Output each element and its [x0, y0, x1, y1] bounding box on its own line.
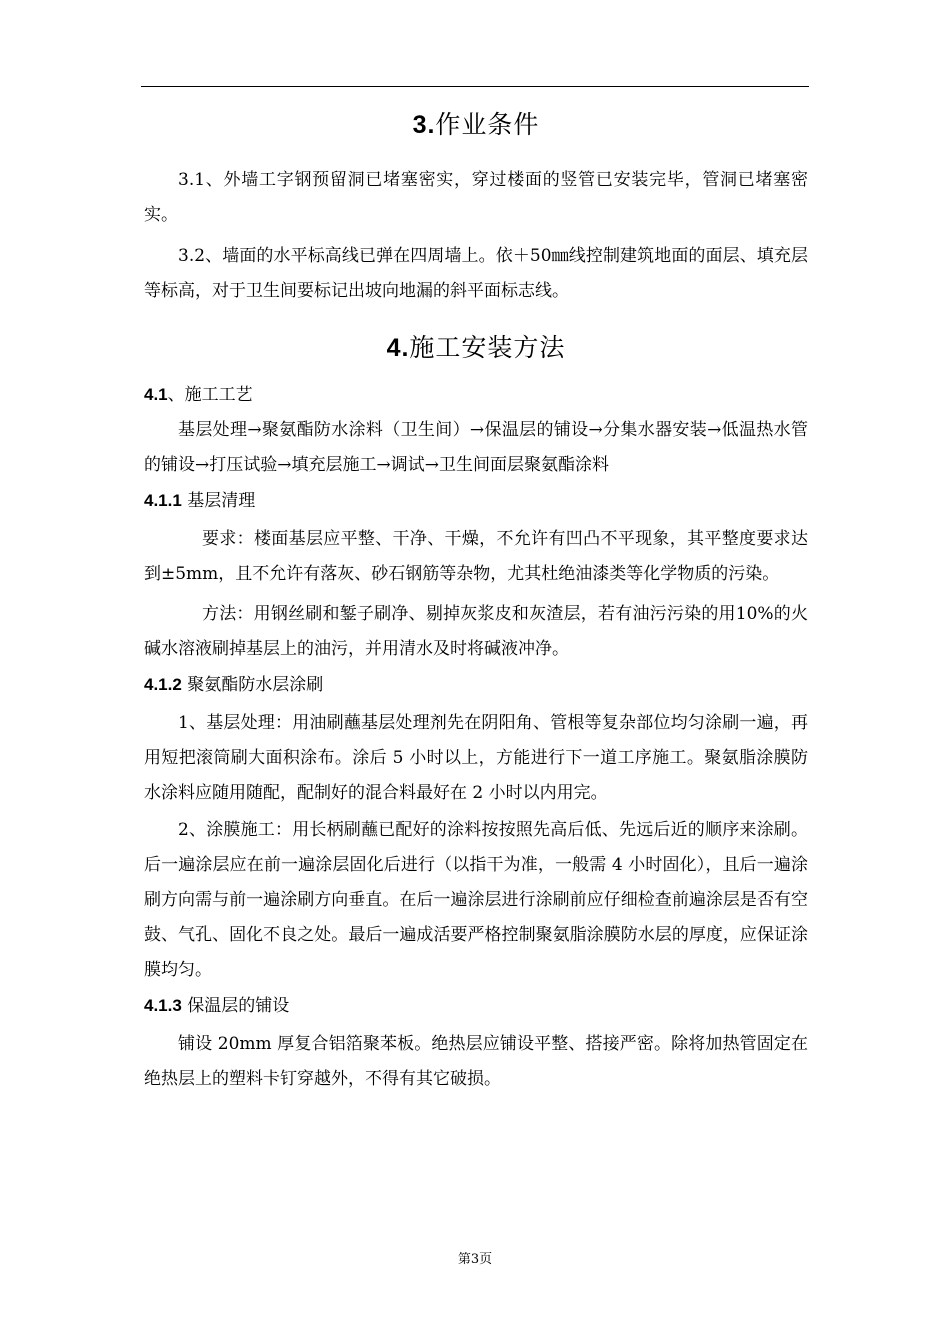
section-title-text: 作业条件: [435, 110, 540, 139]
paragraph-base-treatment: 1、基层处理：用油刷蘸基层处理剂先在阴阳角、管根等复杂部位均匀涂刷一遍，再用短把滚筒刷大面积涂布。涂后 5 小时以上，方能进行下一道工序施工。聚氨脂涂膜防水涂料应随用随配，配制好的混合料最好在 2 小时以内用完。: [144, 713, 808, 803]
paragraph-coating-construction: 2、涂膜施工：用长柄刷蘸已配好的涂料按按照先高后低、先远后近的顺序来涂刷。后一遍涂层应在前一遍涂层固化后进行（以指干为准，一般需 4 小时固化），且后一遍涂刷方向需与前一遍涂刷方向垂直。在后一遍涂层进行涂刷前应仔细检查前遍涂层是否有空鼓、气孔、固化不良之处。最后一遍成活要严格控制聚氨脂涂膜防水层的厚度，应保证涂膜均匀。: [144, 820, 808, 980]
paragraph-3-2: 3.2、墙面的水平标高线已弹在四周墙上。依＋50㎜线控制建筑地面的面层、填充层等标高，对于卫生间要标记出坡向地漏的斜平面标志线。: [144, 246, 808, 301]
subheading-text: 保温层的铺设: [181, 996, 290, 1016]
subheading-text: 、施工工艺: [167, 385, 253, 405]
process-flow: 基层处理→聚氨酯防水涂料（卫生间）→保温层的铺设→分集水器安装→低温热水管的铺设→打压试验→填充层施工→调试→卫生间面层聚氨酯涂料: [144, 420, 808, 475]
section-number: 3.: [412, 111, 436, 139]
subheading-4-1-3: [144, 988, 808, 1024]
subheading-text: 基层清理: [181, 491, 256, 511]
subheading-number: 4.1: [144, 385, 168, 404]
subheading-number: 4.1.1: [144, 491, 182, 510]
section-4-title: [144, 328, 808, 368]
section-3-title: [144, 105, 808, 145]
subheading-4-1-1: [144, 483, 808, 519]
subheading-text: 聚氨酯防水层涂刷: [181, 675, 324, 695]
document-body: [144, 105, 808, 1097]
header-rule: [141, 86, 809, 87]
subheading-4-1: [144, 377, 808, 413]
paragraph-insulation: 铺设 20mm 厚复合铝箔聚苯板。绝热层应铺设平整、搭接严密。除将加热管固定在绝热层上的塑料卡钉穿越外，不得有其它破损。: [144, 1034, 808, 1089]
subheading-4-1-2: [144, 667, 808, 703]
requirement-paragraph: 要求：楼面基层应平整、干净、干燥，不允许有凹凸不平现象，其平整度要求达到±5mm，且不允许有落灰、砂石钢筋等杂物，尤其杜绝油漆类等化学物质的污染。: [144, 529, 808, 584]
page-number: 第3页: [457, 1252, 493, 1267]
section-title-text: 施工安装方法: [409, 333, 566, 362]
method-paragraph: 方法：用钢丝刷和錾子刷净、剔掉灰浆皮和灰渣层，若有油污污染的用10%的火碱水溶液刷掉基层上的油污，并用清水及时将碱液冲净。: [144, 604, 808, 659]
paragraph-3-1: 3.1、外墙工字钢预留洞已堵塞密实，穿过楼面的竖管已安装完毕，管洞已堵塞密实。: [144, 170, 808, 225]
subheading-number: 4.1.3: [144, 996, 182, 1015]
section-number: 4.: [386, 334, 410, 362]
subheading-number: 4.1.2: [144, 675, 182, 694]
